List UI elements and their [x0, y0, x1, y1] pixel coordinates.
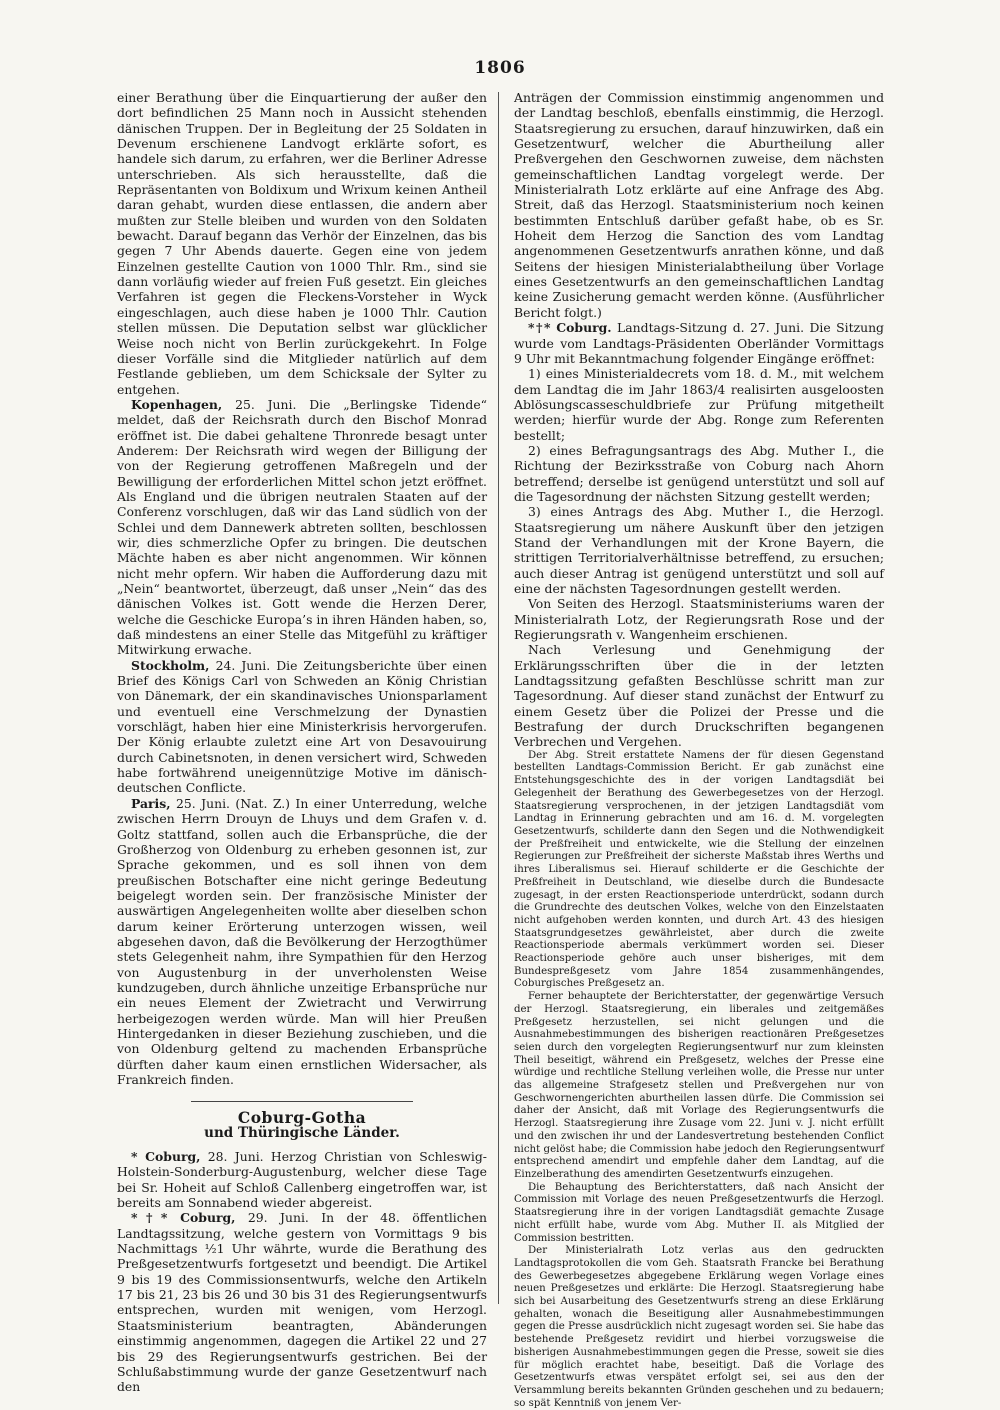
paragraph-foehr: einer Berathung über die Einquartierung der außer den dort befindlichen 25 Mann noch in Aussicht stehenden dänischen Truppen. Der in Begleitung der 25 Soldaten in Devenum erschienene Landvogt erklärte sofort, es handele sich darum, zu erfahren, wer die Berliner Adresse unterschrieben. Als sich herausstellte, daß die Repräsentanten von Boldixum und Wrixum keinen Antheil daran gehabt, wurden diese entlassen, die andern aber mußten zur Stelle bleiben und wurden von den Soldaten bewacht. Darauf begann das Verhör der Einzelnen, das bis gegen 7 Uhr Abends dauerte. Gegen eine von jedem Einzelnen gestellte Caution von 1000 Thlr. Rm., sind sie dann vorläufig wieder auf freien Fuß gesetzt. Ein gleiches Verfahren ist gegen die Fleckens-Vorsteher in Wyck eingeschlagen, auch diese haben je 1000 Thlr. Caution stellen müssen. Die Deputation selbst war glücklicher Weise noch nicht von Berlin zurückgekehrt. In Folge dieser Vorfälle sind die Mitglieder natürlich auf dem Festlande geblieben, um dem Schicksale der Sylter zu entgehen. — [117, 90, 487, 397]
dateline-coburg-3: *†* Coburg. — [528, 320, 612, 336]
dateline-kopenhagen: Kopenhagen, — [131, 396, 223, 412]
right-column — [514, 90, 884, 1410]
dateline-coburg-1: * Coburg, — [131, 1149, 201, 1165]
small-paragraph: Der Ministerialrath Lotz verlas aus den gedruckten Landtagsprotokollen die vom Geh. Staatsrath Francke bei Berathung des Gewerbegesetzes abgegebene Erklärung wegen Vorlage eines neuen Preßgesetzes und erklärte: Die Herzogl. Staatsregierung habe sich bei Ausarbeitung des Gesetzentwurfs streng an diese Erklärung gehalten, wonach die Beseitigung aller Ausnahmebestimmungen gegen die Presse ausdrücklich nicht zugesagt worden sei. Sie habe das bestehende Preßgesetz revidirt und hierbei vorzugsweise die bisherigen Ausnahmebestimmungen gegen die Presse, soweit sie dies für möglich erachtet habe, beseitigt. Daß die Vorlage des Gesetzentwurfs etwas verspätet erfolgt sei, sei aus den der Versammlung bereits bekannten Gründen geschehen und zu bedauern; so spät Kenntniß von jenem Ver- — [514, 1245, 884, 1409]
body-kopenhagen: 25. Juni. Die „Berlingske Tidende“ meldet, daß der Reichsrath durch den Bischof Monrad eröffnet ist. Die dabei gehaltene Thronrede besagt unter Anderem: Der Reichsrath wird wegen der Billigung der von der Regierung getroffenen Maßregeln und der Bewilligung der erforderlichen Mittel schon jetzt eröffnet. Als England und die übrigen neutralen Staaten auf der Conferenz vorschlugen, daß wir das Land südlich von der Schlei und dem Dannewerk abtreten sollten, beschlossen wir, dies schmerzliche Opfer zu bringen. Die deutschen Mächte haben es aber nicht angenommen. Wir können nicht mehr opfern. Wir haben die Aufforderung dazu mit „Nein“ beantwortet, überzeugt, daß unser „Nein“ das des dänischen Volkes ist. Gott wende die Herzen Derer, welche die Geschicke Europa’s in ihren Händen haben, so, daß mindestens an einer Stelle das Mitgefühl zu kräftiger Mitwirkung erwache. — [117, 396, 488, 658]
article-kopenhagen — [117, 397, 487, 658]
list-item: 3) eines Antrags des Abg. Muther I., die Herzogl. Staatsregierung um nähere Auskunft über den jetzigen Stand der Verhandlungen mit der Krone Bayern, die strittigen Territorialverhältnisse betreffend, zu ersuchen; auch dieser Antrag ist genügend unterstützt und soll auf eine der nächsten Tagesordnungen gestellt werden. — [514, 504, 884, 596]
article-coburg-1 — [117, 1149, 487, 1210]
list-item: 1) eines Ministerialdecrets vom 18. d. M., mit welchem dem Landtag die im Jahr 1863/4 realisirten ausgeloosten Ablösungscasseschuldbriefe zur Prüfung mitgetheilt werden; hierfür wurde der Abg. Ronge zum Referenten bestellt; — [514, 366, 884, 443]
section-subtitle: und Thüringische Länder. — [204, 1124, 400, 1141]
page-number: 1806 — [474, 58, 526, 78]
column-rule — [498, 92, 499, 1304]
paragraph-ministry: Von Seiten des Herzogl. Staatsministeriums waren der Ministerialrath Lotz, der Regierungsrath Rose und der Regierungsrath v. Wangenheim erschienen. — [514, 596, 884, 643]
list-item: 2) eines Befragungsantrags des Abg. Muther I., die Richtung der Bezirksstraße von Coburg nach Ahorn betreffend; derselbe ist genügend unterstützt und soll auf die Tagesordnung der nächsten Sitzung gestellt werden; — [514, 442, 884, 504]
body-stockholm: 24. Juni. Die Zeitungsberichte über einen Brief des Königs Carl von Schweden an König Christian von Dänemark, der ein skandinavisches Unionsparlament und eventuell eine Verschmelzung der Dynastien vorschlägt, haben hier eine Ministerkrisis hervorgerufen. Der König erlaubte zuletzt eine Art von Desavouirung durch Cabinetsnoten, in denen versichert wird, Schweden habe fortwährend uneigennützige Motive im dänisch-deutschen Conflicte. — [117, 657, 487, 796]
body-paris: 25. Juni. (Nat. Z.) In einer Unterredung, welche zwischen Herrn Drouyn de Lhuys und dem Grafen v. d. Goltz stattfand, sollen auch die Erbansprüche, die der Großherzog von Oldenburg zu erheben gesonnen ist, zur Sprache gekommen, und es soll ihnen von dem preußischen Botschafter eine nicht geringe Bedeutung beigelegt worden sein. Der französische Minister der auswärtigen Angelegenheiten wollte aber dieselben schon darum keiner Erörterung unterzogen wissen, weil abgesehen davon, daß die Bevölkerung der Herzogthümer stets Gelegenheit nahm, ihre Sympathien für den Herzog von Augustenburg in der unverholensten Weise kundzugeben, durch ähnliche unzeitige Erbansprüche nur ein neues Element der Zwietracht und Verwirrung herbeigezogen werden würde. Man will hier Preußen Hintergedanken in dieser Beziehung zuschieben, und die von Oldenburg geltend zu machenden Erbansprüche dürften daher kaum einen ernstlichen Widersacher, als Frankreich finden. — [117, 795, 487, 1087]
left-column — [117, 90, 487, 1395]
body-coburg-2: 29. Juni. In der 48. öffentlichen Landtagssitzung, welche gestern von Vormittags 9 bis Nachmittags ½1 Uhr währte, wurde die Berathung des Preßgesetzentwurfs fortgesetzt und beendigt. Die Artikel 9 bis 19 des Commissionsentwurfs, welche den Artikeln 17 bis 21, 23 bis 26 und 30 bis 31 des Regierungsentwurfs entsprechen, wurden mit wenigen, vom Herzogl. Staatsministerium beantragten, Abänderungen einstimmig angenommen, dagegen die Artikel 22 und 27 bis 29 des Regierungsentwurfs gestrichen. Bei der Schlußabstimmung wurde der ganze Gesetzentwurf nach den — [117, 1210, 487, 1395]
small-paragraph: Ferner behauptete der Berichterstatter, der gegenwärtige Versuch der Herzogl. Staatsregierung, ein liberales und zeitgemäßes Preßgesetz herzustellen, sei nicht gelungen und die Ausnahmebestimmungen des bisherigen reactionären Preßgesetzes seien durch den vorgelegten Regierungsentwurf nur zum kleinsten Theil beseitigt, während ein Preßgesetz, welches der Presse eine würdige und rechtliche Stellung verleihen wolle, die Presse nur unter das allgemeine Strafgesetz stellen und Preßvergehen nur von Geschwornengerichten aburtheilen lassen dürfe. Die Commission sei daher der Ansicht, daß mit Vorlage des Regierungsentwurfs die Herzogl. Staatsregierung ihre Zusage vom 22. Juni v. J. nicht erfüllt und den zwischen ihr und der Landesvertretung bestehenden Conflict nicht gelöst habe; die Commission habe jedoch den Regierungsentwurf entsprechend amendirt und empfehle daher dem Landtag, auf die Einzelberathung des amendirten Gesetzentwurfs einzugehen. — [514, 991, 884, 1180]
article-coburg-2 — [117, 1210, 487, 1394]
small-paragraph: Die Behauptung des Berichterstatters, daß nach Ansicht der Commission mit Vorlage des neuen Preßgesetzentwurfs die Herzogl. Staatsregierung ihre in der vorigen Landtagsdiät gemachte Zusage nicht erfüllt habe, wurde vom Abg. Muther II. als Mitglied der Commission bestritten. — [514, 1181, 884, 1244]
paragraph-continuation: Anträgen der Commission einstimmig angenommen und der Landtag beschloß, ebenfalls einstimmig, die Herzogl. Staatsregierung zu ersuchen, darauf hinzuwirken, daß ein Gesetzentwurf, welcher die Aburtheilung aller Preßvergehen den Geschwornen zuweise, dem nächsten gemeinschaftlichen Landtag vorgelegt werde. Der Ministerialrath Lotz erklärte auf eine Anfrage des Abg. Streit, daß das Herzogl. Staatsministerium noch keinen bestimmten Entschluß darüber gefaßt habe, ob es Sr. Hoheit dem Herzog die Sanction des vom Landtag angenommenen Gesetzentwurfs anrathen könne, und daß Seitens der hiesigen Ministerialabtheilung über Vorlage eines Gesetzentwurfs an den gemeinschaftlichen Landtag keine Zusicherung gemacht werden könne. (Ausführlicher Bericht folgt.) — [514, 90, 884, 320]
article-coburg-3 — [514, 320, 884, 366]
article-stockholm — [117, 658, 487, 796]
small-paragraph: Der Abg. Streit erstattete Namens der für diesen Gegenstand bestellten Landtags-Commission Bericht. Er gab zunächst eine Entstehungsgeschichte des in der vorigen Landtagsdiät bei Gelegenheit der Berathung des Gewerbegesetzes von der Herzogl. Staatsregierung versprochenen, in der jetzigen Landtagsdiät vom Landtag in Erinnerung gebrachten und am 16. d. M. vorgelegten Gesetzentwurfs, schilderte dann den Segen und die Nothwendigkeit der Preßfreiheit und entwickelte, wie die Stellung der einzelnen Regierungen zur Preßfreiheit der sicherste Maßstab ihres Werths und ihres Liberalismus sei. Hierauf schilderte er die Geschichte der Preßfreiheit in Deutschland, wie dieselbe durch die Bundesacte zugesagt, in der ersten Reactionsperiode unterdrückt, sodann durch die Grundrechte des deutschen Volkes, welche von den Einzelstaaten nicht aufgehoben werden konnten, und durch Art. 43 des hiesigen Staatsgrundgesetzes gewährleistet, aber durch die zweite Reactionsperiode abermals verkümmert worden sei. Dieser Reactionsperiode gehöre auch unser bisheriges, mit dem Bundespreßgesetz vom Jahre 1854 zusammenhängendes, Coburgisches Preßgesetz an. — [514, 749, 884, 990]
body-coburg-3: Landtags-Sitzung d. 27. Juni. Die Sitzung wurde vom Landtags-Präsidenten Oberländer Vormittags 9 Uhr mit Bekanntmachung folgender Eingänge eröffnet: — [514, 320, 884, 366]
dateline-paris: Paris, — [131, 795, 171, 811]
dateline-stockholm: Stockholm, — [131, 657, 210, 673]
article-paris — [117, 796, 487, 1088]
body-coburg-1: 28. Juni. Herzog Christian von Schleswig-Holstein-Sonderburg-Augustenburg, welcher diese Tage bei Sr. Hoheit auf Schloß Callenberg eingetroffen war, ist bereits am Sonnabend wieder abgereist. — [117, 1149, 487, 1211]
section-title: Coburg-Gotha — [237, 1108, 367, 1128]
dateline-coburg-2: *†* Coburg, — [131, 1210, 236, 1226]
paragraph-agenda: Nach Verlesung und Genehmigung der Erklärungsschriften über die in der letzten Landtagssitzung gefaßten Beschlüsse schritt man zur Tagesordnung. Auf dieser stand zunächst der Entwurf zu einem Gesetz über die Polizei der Presse und die Bestrafung der durch Druckschriften begangenen Verbrechen und Vergehen. — [514, 642, 884, 750]
section-separator — [117, 1101, 487, 1102]
